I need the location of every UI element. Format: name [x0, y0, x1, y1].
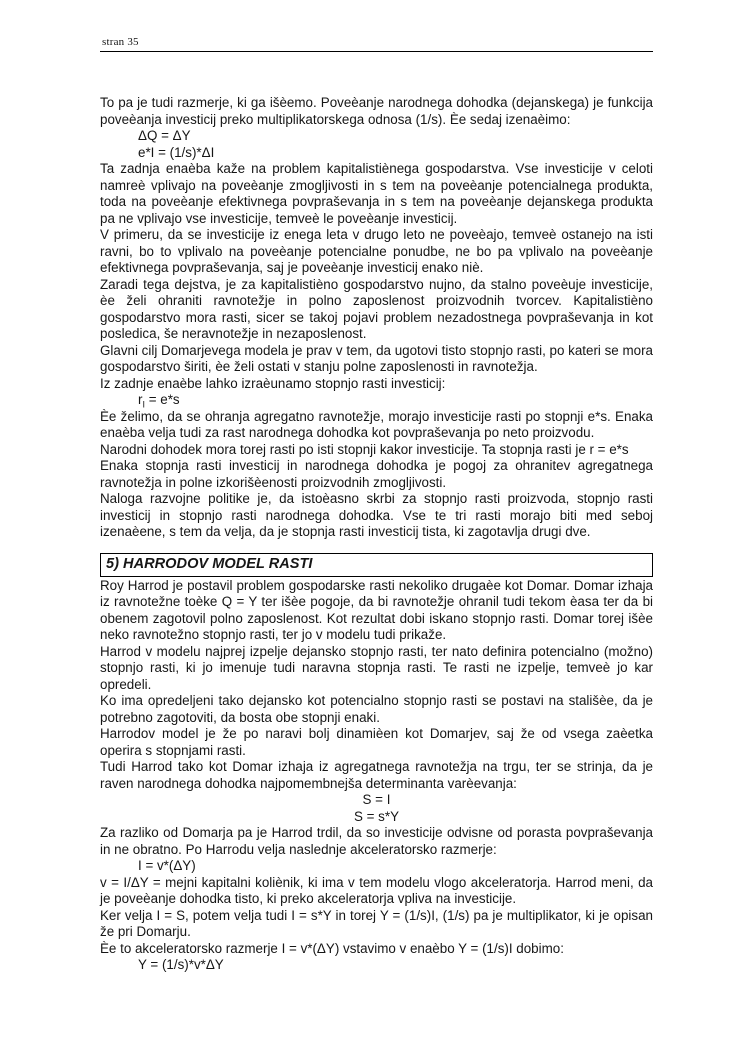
paragraph-growth-rate-derivation: Iz zadnje enaèbe lahko izraèunamo stopnjo rasti investicij: — [100, 375, 446, 391]
formula-subscript: I — [142, 399, 145, 410]
formula-i-equals-vdy: I = v*(ΔY) — [138, 858, 196, 873]
formula-s-equals-i: S = I — [362, 792, 391, 807]
formula-rest: = e*s — [144, 392, 180, 407]
section-heading-text: 5) HARRODOV MODEL RASTI — [106, 555, 313, 572]
paragraph-multiplier-relation: To pa je tudi razmerje, ki ga išèemo. Poveèanje narodnega dohodka (dejanskega) je funkcija poveèanja investicij preko multiplikatorskega odnosa (1/s). Èe sedaj izenaèimo: — [100, 95, 653, 127]
paragraph-harrod-actual-natural-rate: Harrod v modelu najprej izpelje dejansko stopnjo rasti, ter nato definira potencialno (možno) stopnjo rasti, ki jo imenuje tudi naravna stopnja rasti. Te rasti ne izpelje, temveè jo kar opredeli. — [100, 643, 653, 692]
paragraph-harrod-intro: Roy Harrod je postavil problem gospodarske rasti nekoliko drugaèe kot Domar. Domar izhaja iz ravnotežne toèke Q = Y ter išèe pogoje, da bi ravnotežje ohranil tudi tekom èasa ter da bi obenem zagotovil polno zaposlenost. Kot rezultat dobi iskano stopnjo rasti. Domar torej išèe neko ravnotežno stopnjo rasti, ter jo v modelu tudi prikaže. — [100, 577, 653, 642]
page-number-label: stran 35 — [102, 36, 139, 48]
paragraph-capitalist-problem: Ta zadnja enaèba kaže na problem kapitalistiènega gospodarstva. Vse investicije v celoti namreè vplivajo na poveèanje zmogljivosti in s tem na poveèanje potencialnega produkta, toda na poveèanje efektivnega povpraševanja in s tem na poveèanje dejanskega produkta pa ne vplivajo vse investicije, temveè le poveèanje investicij. — [100, 161, 653, 226]
paragraph-harrod-dynamic: Harrodov model je že po naravi bolj dinamièen kot Domarjev, saj že od vsega zaèetka operira s stopnjami rasti. — [100, 726, 653, 758]
formula-ei-equals: e*I = (1/s)*ΔI — [138, 144, 215, 160]
formula-investment-growth-rate — [100, 392, 653, 409]
formula-y-final: Y = (1/s)*v*ΔY — [138, 957, 224, 972]
paragraph-both-rates-equal: Ko ima opredeljeni tako dejansko kot potencialno stopnjo rasti se postavi na stališèe, da je potrebno zagotoviti, da bosta obe stopnji enaki. — [100, 693, 653, 725]
paragraph-multiplicator-note: Ker velja I = S, potem velja tudi I = s*Y in torej Y = (1/s)I, (1/s) pa je multiplikator, ki je opisan že pri Domarju. — [100, 907, 653, 939]
formula-s-equals-sy: S = s*Y — [353, 808, 400, 824]
paragraph-v-definition: v = I/ΔY = mejni kapitalni koliènik, ki ima v tem modelu vlogo akceleratorja. Harrod meni, da je poveèanje dohodka tisto, ki preko akceleratorja vpliva na investicije. — [100, 874, 653, 906]
document-body — [100, 95, 653, 974]
paragraph-economy-must-grow: Zaradi tega dejstva, je za kapitalistièno gospodarstvo nujno, da stalno poveèuje investicije, èe želi ohraniti ravnotežje in polno zaposlenost proizvodnih tvorcev. Kapitalistièno gospodarstvo mora rasti, sicer se takoj pojavi problem nezadostnega povpraševanja in kot posledica, še neravnotežje in nezaposlenost. — [100, 276, 653, 341]
paragraph-aggregate-market-equilibrium: Tudi Harrod tako kot Domar izhaja iz agregatnega ravnotežja na trgu, ter se strinja, da je raven narodnega dohodka najpomembnejša determinanta varèevanja: — [100, 759, 653, 791]
paragraph-aggregate-equilibrium: Èe želimo, da se ohranja agregatno ravnotežje, morajo investicije rasti po stopnji e*s. Enaka enaèba velja tudi za rast narodnega dohodka kot povpraševanja po neto proizvodu. — [100, 408, 653, 440]
section-heading-harrod-model — [100, 553, 653, 577]
paragraph-accelerator-relation: Za razliko od Domarja pa je Harrod trdil, da so investicije odvisne od porasta povpraševanja in ne obratno. Po Harrodu velja naslednje akceleratorsko razmerje: — [100, 825, 653, 857]
paragraph-national-income-rate: Narodni dohodek mora torej rasti po isti stopnji kakor investicije. Ta stopnja rasti je r = e*s — [100, 441, 629, 457]
formula-dq-equals-dy: ΔQ = ΔY — [138, 128, 191, 143]
paragraph-domar-goal: Glavni cilj Domarjevega modela je prav v tem, da ugotovi tisto stopnjo rasti, po kateri se mora gospodarstvo širiti, èe želi ostati v stanju polne zaposlenosti in ravnotežja. — [100, 342, 653, 374]
paragraph-development-policy: Naloga razvojne politike je, da istoèasno skrbi za stopnjo rasti proizvoda, stopnjo rasti investicij in stopnjo rasti narodnega dohodka. Vse te tri rasti morajo biti med seboj izenaèene, s tem da velja, da je stopnja rasti investicij tista, ki zagotavlja drugi dve. — [100, 491, 653, 539]
paragraph-substitution: Èe to akceleratorsko razmerje I = v*(ΔY) vstavimo v enaèbo Y = (1/s)I dobimo: — [100, 940, 564, 956]
formula-base: r — [138, 392, 143, 407]
paragraph-investment-same-level: V primeru, da se investicije iz enega leta v drugo leto ne poveèajo, temveè ostanejo na isti ravni, bo to vplivalo na poveèanje potencialne ponudbe, ne bo pa vplivalo na poveèanje efektivnega povpraševanja, saj je poveèanje investicij enako niè. — [100, 227, 653, 275]
page-header — [100, 36, 653, 52]
paragraph-equal-rates-condition: Enaka stopnja rasti investicij in narodnega dohodka je pogoj za ohranitev agregatnega ravnotežja in polne izkorišèenosti proizvodnih zmogljivosti. — [100, 458, 653, 490]
